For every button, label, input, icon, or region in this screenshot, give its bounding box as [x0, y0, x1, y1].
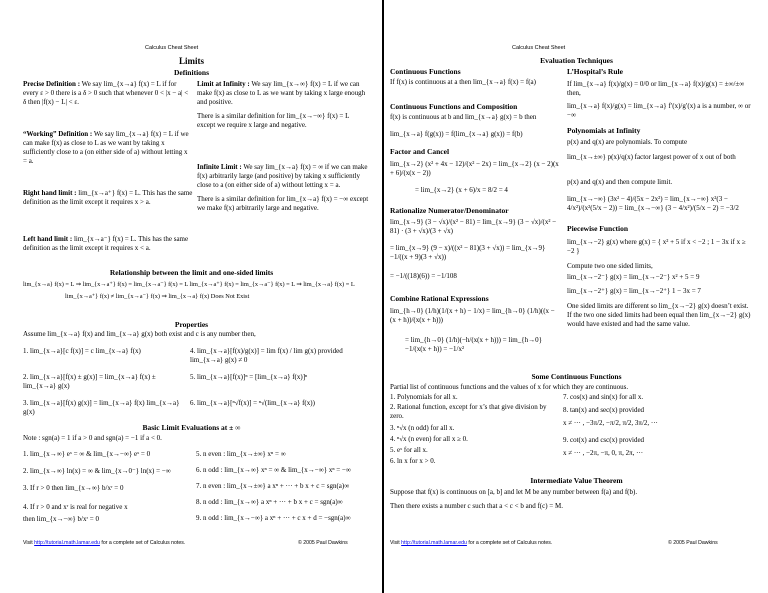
definition-text: We say lim_{x→a} f(x) = L if we can make f(x) as close to L as we want by taking x sufficiently close to a (on either side of a) without letting x = a.	[23, 130, 189, 165]
footer	[23, 540, 185, 546]
infinity-list-left	[23, 450, 193, 527]
composition-text: f(x) is continuous at b and lim_{x→a} g(x) = b then	[390, 113, 537, 121]
page-header: Calculus Cheat Sheet	[512, 45, 566, 51]
property-item: 6. lim_{x→a}[ⁿ√f(x)] = ⁿ√(lim_{x→a} f(x))	[190, 399, 315, 407]
working-definition	[23, 130, 193, 166]
infinity-item: 5. n even : lim_{x→±∞} xⁿ = ∞	[196, 450, 286, 458]
rationalize-equation-2: = lim_{x→9} (9 − x)/((x² − 81)(3 + √x)) = lim_{x→9} −1/((x + 9)(3 + √x))	[390, 244, 546, 261]
definition-text: lim_{x→a⁻} f(x) = L. This has the same definition as the limit except it requires x < a.	[23, 235, 189, 252]
infinity-item: 2. lim_{x→∞} ln(x) = ∞ & lim_{x→0⁻} ln(x) = −∞	[23, 467, 171, 475]
polynomials-text-2: lim_{x→±∞} p(x)/q(x) factor largest power of x out of both	[567, 153, 736, 161]
section-title-relationship: Relationship between the limit and one-sided limits	[109, 268, 274, 277]
continuous-item: 9. cot(x) and csc(x) provided	[563, 436, 645, 444]
infinity-item: 4. If r > 0 and xʳ is real for negative x	[23, 503, 128, 511]
section-title-definitions: Definitions	[173, 68, 209, 77]
piecewise-one-sided: Compute two one sided limits,	[567, 262, 653, 270]
section-title-infinity: Basic Limit Evaluations at ± ∞	[142, 423, 241, 432]
infinity-item: 6. n odd : lim_{x→∞} xⁿ = ∞ & lim_{x→−∞} xⁿ = −∞	[196, 466, 351, 474]
section-title-ivt: Intermediate Value Theorem	[530, 476, 623, 485]
property-item: 5. lim_{x→a}[f(x)]ⁿ = [lim_{x→a} f(x)]ⁿ	[190, 373, 308, 381]
continuous-text: If f(x) is continuous at a then lim_{x→a} f(x) = f(a)	[390, 78, 536, 86]
page-header: Calculus Cheat Sheet	[145, 45, 199, 51]
continuous-item: 5. eˣ for all x.	[390, 446, 428, 454]
continuous-item: x ≠ ··· , −3π/2, −π/2, π/2, 3π/2, ···	[563, 419, 658, 427]
definition-text-2: There is a similar definition for lim_{x→−∞} f(x) = L except we require x large and negative.	[197, 112, 350, 129]
section-title-polynomials: Polynomials at Infinity	[567, 126, 641, 135]
continuous-item: 7. cos(x) and sin(x) for all x.	[563, 393, 644, 401]
combine-equation-1: lim_{h→0} (1/h)(1/(x + h) − 1/x) = lim_{h→0} (1/h)((x − (x + h))/(x(x + h)))	[390, 307, 555, 324]
section-title-composition: Continuous Functions and Composition	[390, 102, 518, 111]
infinity-item: 3. If r > 0 then lim_{x→∞} b/xʳ = 0	[23, 484, 124, 492]
lhopital-text: If lim_{x→a} f(x)/g(x) = 0/0 or lim_{x→a} f(x)/g(x) = ±∞/±∞ then,	[567, 80, 745, 97]
term: Right hand limit :	[23, 189, 77, 197]
page-title: Evaluation Techniques	[540, 56, 613, 65]
page-evaluation	[385, 0, 768, 593]
combine-equation-2: = lim_{h→0} (1/h)(−h/(x(x + h))) = lim_{h→0} −1/(x(x + h)) = −1/x²	[405, 336, 542, 353]
section-title-rationalize: Rationalize Numerator/Denominator	[390, 206, 509, 215]
property-item: 2. lim_{x→a}[f(x) ± g(x)] = lim_{x→a} f(x) ± lim_{x→a} g(x)	[23, 373, 156, 390]
infinity-item: 1. lim_{x→∞} eˣ = ∞ & lim_{x→−∞} eˣ = 0	[23, 450, 151, 458]
term: “Working” Definition :	[23, 130, 93, 138]
footer-text: for a complete set of Calculus notes.	[101, 540, 186, 546]
section-title-piecewise: Piecewise Function	[567, 224, 629, 233]
piecewise-equation-2: lim_{x→−2⁺} g(x) = lim_{x→−2⁺} 1 − 3x = 7	[567, 287, 701, 295]
page-divider	[382, 0, 384, 593]
composition-equation: lim_{x→a} f(g(x)) = f(lim_{x→a} g(x)) = f(b)	[390, 130, 523, 138]
page-title: Limits	[178, 56, 204, 66]
continuous-item: 4. ⁿ√x (n even) for all x ≥ 0.	[390, 435, 468, 443]
polynomials-text-3: p(x) and q(x) and then compute limit.	[567, 178, 673, 186]
section-title-combine: Combine Rational Expressions	[390, 294, 489, 303]
continuous-item: 3. ⁿ√x (n odd) for all x.	[390, 424, 455, 432]
properties-list-left	[23, 347, 188, 425]
footer-text: for a complete set of Calculus notes.	[468, 540, 553, 546]
footer-copyright: © 2005 Paul Dawkins	[298, 540, 348, 546]
section-title-lhopital: L’Hospital’s Rule	[567, 67, 623, 76]
property-item: 4. lim_{x→a}[f(x)/g(x)] = lim f(x) / lim g(x) provided lim_{x→a} g(x) ≠ 0	[190, 347, 343, 364]
continuous-item: 1. Polynomials for all x.	[390, 393, 458, 401]
right-hand-limit	[23, 189, 193, 207]
section-title-some-continuous: Some Continuous Functions	[531, 372, 622, 381]
continuous-item: 8. tan(x) and sec(x) provided	[563, 406, 645, 414]
ivt-text-2: Then there exists a number c such that a < c < b and f(c) = M.	[390, 502, 563, 510]
limit-at-infinity	[197, 80, 369, 130]
term: Limit at Infinity :	[197, 80, 250, 88]
infinity-item: 7. n even : lim_{x→±∞} a xⁿ + ··· + b x + c = sgn(a)∞	[196, 482, 350, 490]
piecewise-equation-1: lim_{x→−2⁻} g(x) = lim_{x→−2⁻} x² + 5 = 9	[567, 273, 700, 281]
continuous-item: 6. ln x for x > 0.	[390, 457, 436, 465]
definition-text: We say lim_{x→a} f(x) = ∞ if we can make f(x) arbitrarily large (and positive) by taking x sufficiently close to a (on either side of a) without letting x = a.	[197, 163, 368, 189]
footer-link[interactable]: http://tutorial.math.lamar.edu	[34, 540, 100, 546]
section-title-properties: Properties	[174, 320, 209, 329]
infinity-note: Note : sgn(a) = 1 if a > 0 and sgn(a) = −1 if a < 0.	[23, 434, 162, 442]
term: Precise Definition :	[23, 80, 81, 88]
page-limits	[0, 0, 383, 593]
footer-copyright: © 2005 Paul Dawkins	[668, 540, 718, 546]
precise-definition	[23, 80, 193, 107]
property-item: 3. lim_{x→a}[f(x) g(x)] = lim_{x→a} f(x) lim_{x→a} g(x)	[23, 399, 180, 416]
definition-text: We say lim_{x→a} f(x) = L if for every ε > 0 there is a δ > 0 such that whenever 0 < |x − a| < δ then |f(x) − L| < ε.	[23, 80, 189, 106]
continuous-item: 2. Rational function, except for x’s that give division by zero.	[390, 403, 547, 420]
lhopital-equation: lim_{x→a} f(x)/g(x) = lim_{x→a} f′(x)/g′(x) a is a number, ∞ or −∞	[567, 102, 751, 119]
some-continuous-list-left	[390, 393, 560, 468]
infinity-item: 9. n odd : lim_{x→−∞} a xⁿ + ··· + c x + d = −sgn(a)∞	[196, 514, 351, 522]
term: Left hand limit :	[23, 235, 73, 243]
properties-intro: Assume lim_{x→a} f(x) and lim_{x→a} g(x) both exist and c is any number then,	[23, 330, 256, 338]
property-item: 1. lim_{x→a}[c f(x)] = c lim_{x→a} f(x)	[23, 347, 141, 355]
polynomials-equation: lim_{x→−∞} (3x² − 4)/(5x − 2x²) = lim_{x→−∞} x²(3 − 4/x²)/(x²(5/x − 2)) = lim_{x→−∞} (3 − 4/x²)/(5/x − 2) = −3/2	[567, 195, 739, 212]
infinity-item: 8. n odd : lim_{x→∞} a xⁿ + ··· + b x + c = sgn(a)∞	[196, 498, 343, 506]
properties-list-right	[190, 347, 370, 425]
infinite-limit	[197, 163, 369, 213]
piecewise-conclusion: One sided limits are different so lim_{x→−2} g(x) doesn’t exist. If the two one sided limits had been equal then lim_{x→−2} g(x) would have existed and had the same value.	[567, 302, 751, 328]
section-title-continuous: Continuous Functions	[390, 67, 461, 76]
some-continuous-intro: Partial list of continuous functions and the values of x for which they are continuous.	[390, 383, 629, 391]
infinity-list-right	[196, 450, 376, 530]
footer-link[interactable]: http://tutorial.math.lamar.edu	[401, 540, 467, 546]
rationalize-equation-1: lim_{x→9} (3 − √x)/(x² − 81) = lim_{x→9} (3 − √x)/(x² − 81) · (3 + √x)/(3 + √x)	[390, 218, 557, 235]
piecewise-text: lim_{x→−2} g(x) where g(x) = { x² + 5 if x < −2 ; 1 − 3x if x ≥ −2 }	[567, 238, 746, 255]
some-continuous-list-right	[563, 393, 753, 462]
footer	[390, 540, 552, 546]
rationalize-equation-3: = −1/((18)(6)) = −1/108	[390, 272, 457, 280]
relationship-line-1: lim_{x→a} f(x) = L ⇒ lim_{x→a⁺} f(x) = lim_{x→a⁻} f(x) = L lim_{x→a⁺} f(x) = lim_{x→a⁻} f(x) = L ⇒ lim_{x→a} f(x) = L	[23, 281, 355, 288]
continuous-item: x ≠ ··· , −2π, −π, 0, π, 2π, ···	[563, 449, 644, 457]
relationship-line-2: lim_{x→a⁺} f(x) ≠ lim_{x→a⁻} f(x) ⇒ lim_{x→a} f(x) Does Not Exist	[65, 293, 250, 300]
infinity-item: then lim_{x→−∞} b/xʳ = 0	[23, 515, 99, 523]
ivt-text-1: Suppose that f(x) is continuous on [a, b] and let M be any number between f(a) and f(b).	[390, 488, 638, 496]
factor-equation-2: = lim_{x→2} (x + 6)/x = 8/2 = 4	[415, 186, 508, 194]
polynomials-text-1: p(x) and q(x) are polynomials. To compute	[567, 138, 688, 146]
term: Infinite Limit :	[197, 163, 242, 171]
factor-equation-1: lim_{x→2} (x² + 4x − 12)/(x² − 2x) = lim_{x→2} (x − 2)(x + 6)/(x(x − 2))	[390, 160, 559, 177]
section-title-factor: Factor and Cancel	[390, 147, 450, 156]
footer-visit: Visit	[23, 540, 33, 546]
definition-text-2: There is a similar definition for lim_{x→a} f(x) = −∞ except we make f(x) arbitrarily large and negative.	[197, 195, 369, 212]
left-hand-limit	[23, 235, 193, 253]
definition-text: We say lim_{x→∞} f(x) = L if we can make f(x) as close to L as we want by taking x large enough and positive.	[197, 80, 366, 106]
footer-visit: Visit	[390, 540, 400, 546]
definition-text: lim_{x→a⁺} f(x) = L. This has the same definition as the limit except it requires x > a.	[23, 189, 193, 206]
